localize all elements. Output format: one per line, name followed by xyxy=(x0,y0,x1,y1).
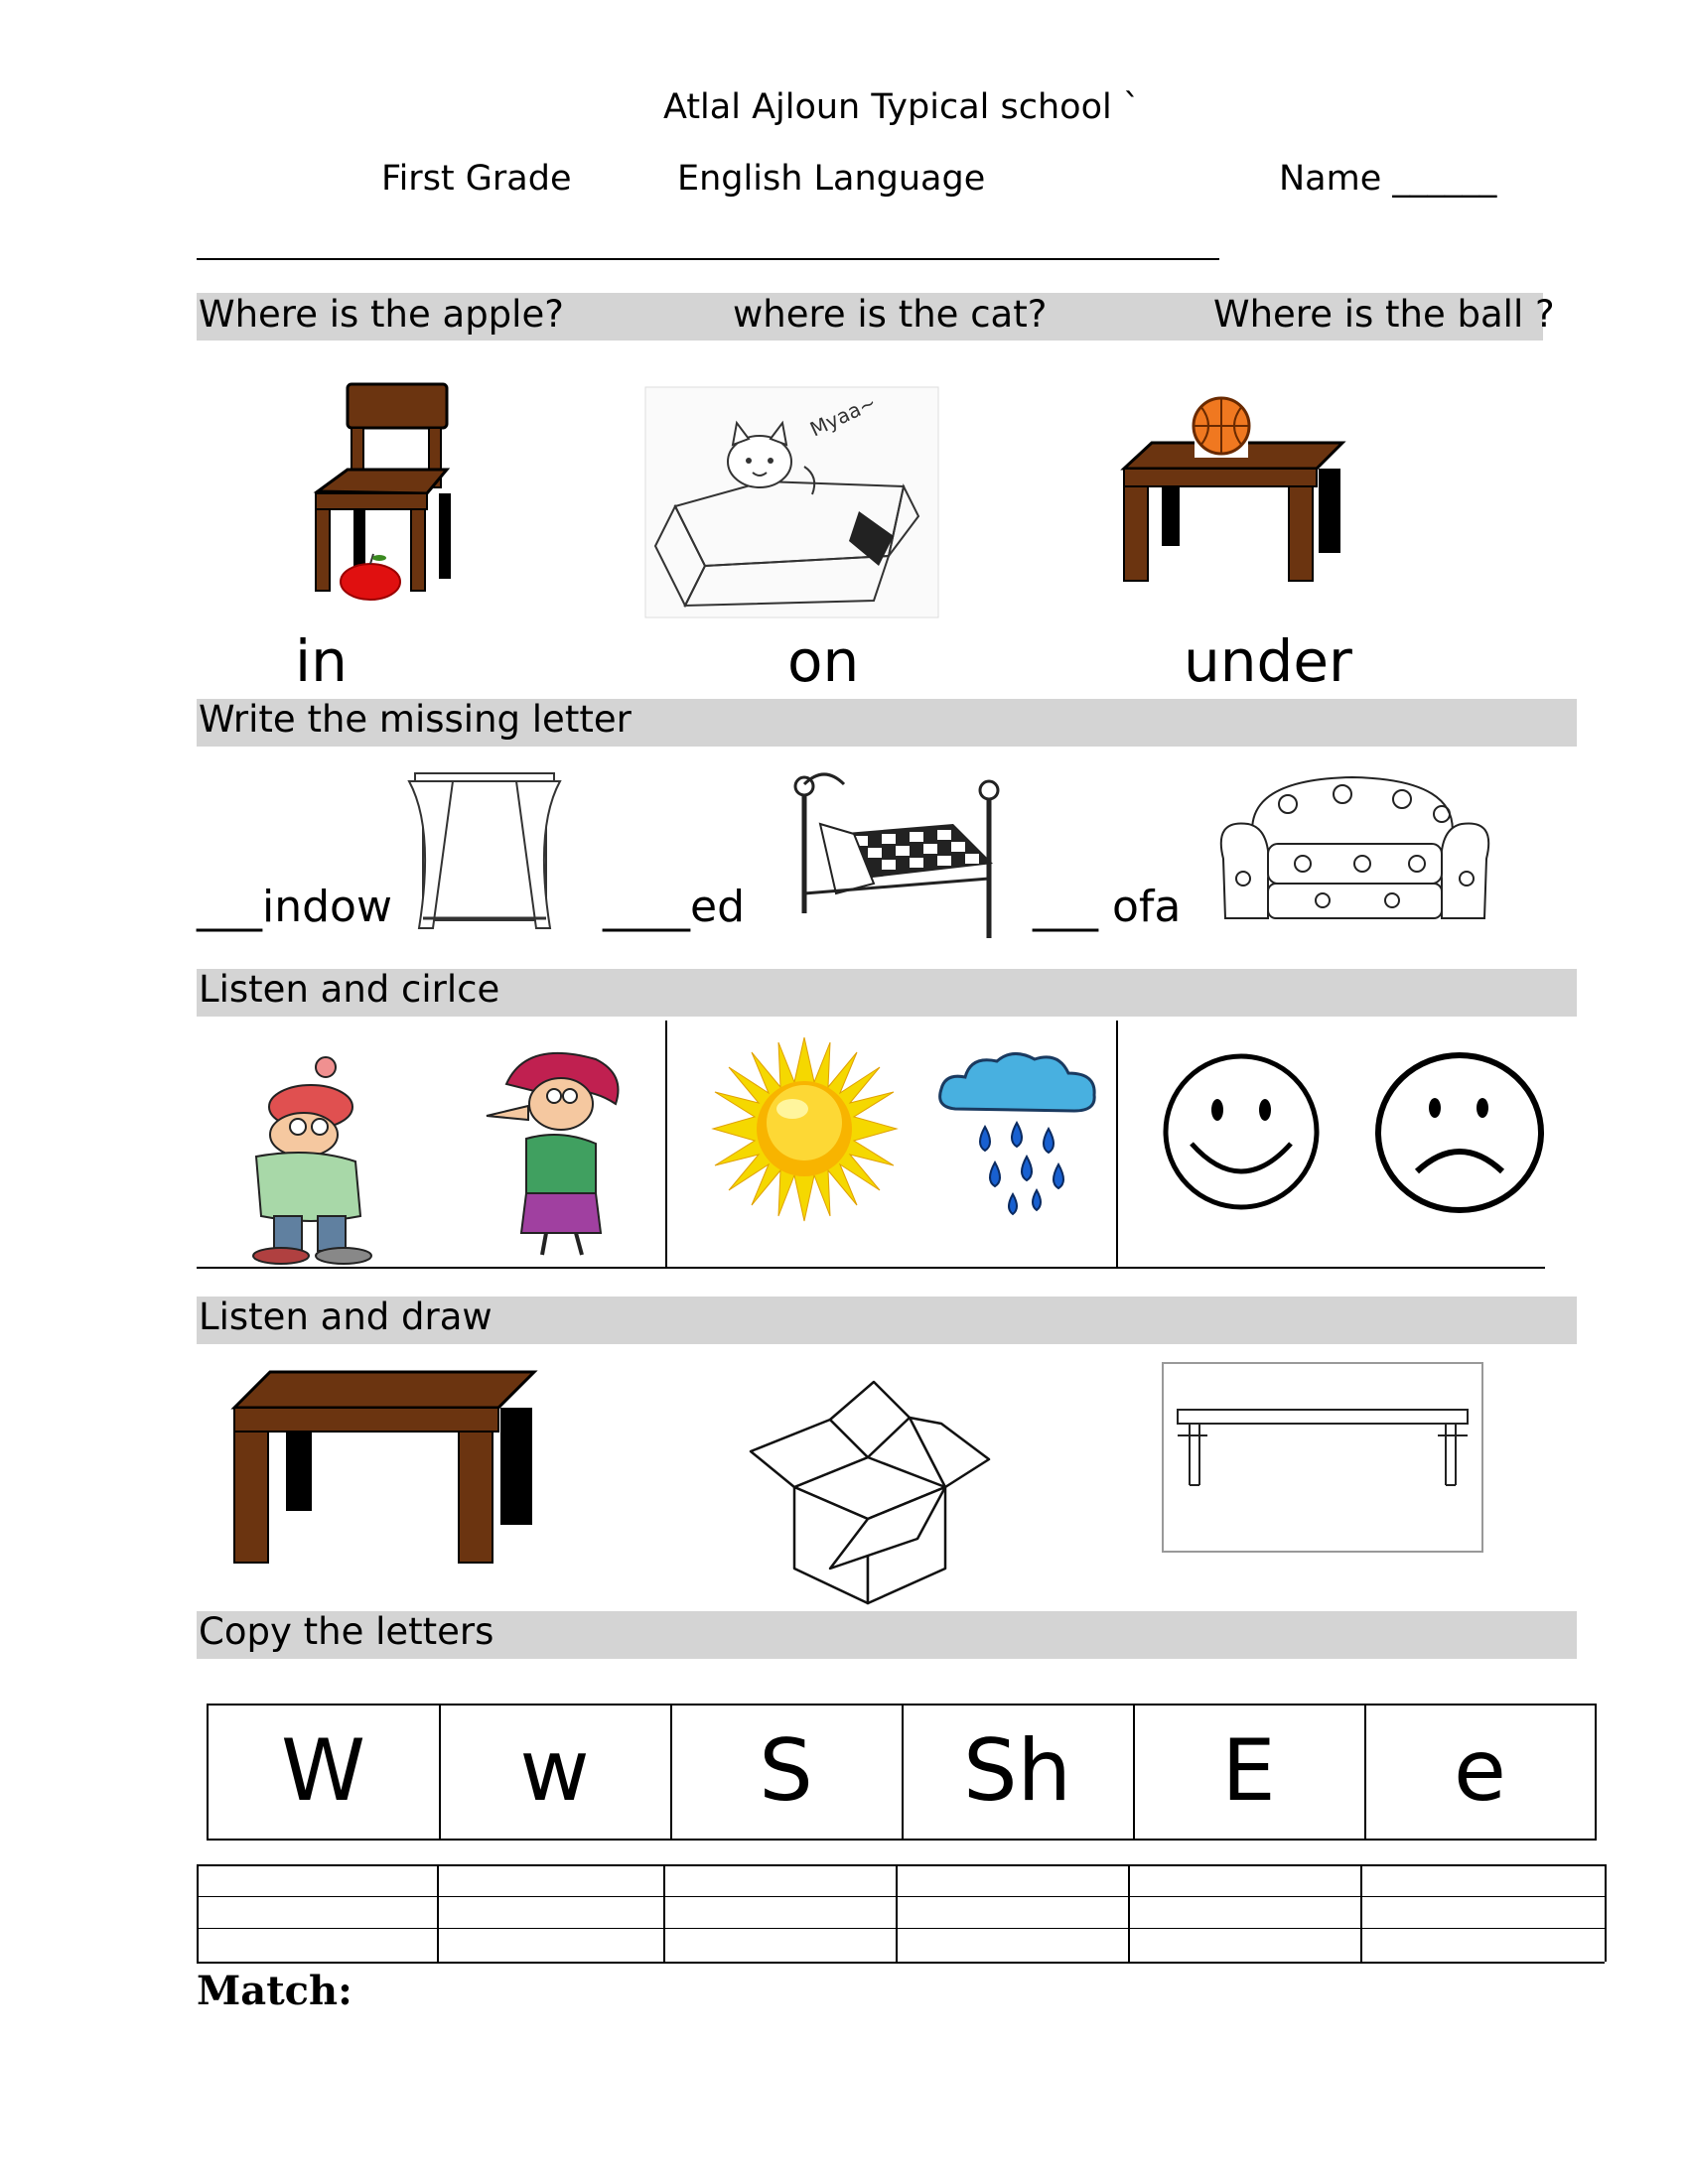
cat-in-box-icon xyxy=(645,387,938,617)
letter-S: S xyxy=(759,1721,813,1821)
grade-label: First Grade xyxy=(381,159,572,199)
writing-line xyxy=(197,1896,1605,1897)
cold-man-icon xyxy=(226,1057,395,1266)
name-label: Name ______ xyxy=(1279,159,1497,199)
missing-bed: ____ed xyxy=(603,882,745,932)
question-apple: Where is the apple? xyxy=(199,293,564,336)
letter-Sh: Sh xyxy=(962,1721,1072,1821)
question-cat: where is the cat? xyxy=(733,293,1048,336)
listen-draw-title: Listen and draw xyxy=(199,1296,492,1338)
bed-icon xyxy=(794,764,1003,938)
school-title: Atlal Ajloun Typical school ` xyxy=(663,87,1141,127)
sun-icon xyxy=(713,1037,897,1221)
question-ball: Where is the ball ? xyxy=(1213,293,1555,336)
letter-w: w xyxy=(519,1721,590,1821)
missing-letter-title: Write the missing letter xyxy=(199,698,632,741)
sad-face-icon xyxy=(1375,1052,1544,1213)
basketball-icon xyxy=(1187,392,1256,462)
window-icon xyxy=(405,769,564,933)
writing-line xyxy=(197,1962,1605,1964)
match-title: Match: xyxy=(197,1968,352,2014)
subject-label: English Language xyxy=(677,159,986,199)
letter-E: E xyxy=(1221,1721,1276,1821)
writing-divider xyxy=(437,1864,439,1962)
bench-icon xyxy=(1162,1362,1484,1553)
table-icon-large xyxy=(230,1368,538,1567)
cat-caption: Myaa~ xyxy=(805,390,880,442)
apple-icon xyxy=(338,552,403,602)
letter-e: e xyxy=(1454,1721,1506,1821)
divider-2 xyxy=(1116,1021,1118,1267)
hot-woman-icon xyxy=(467,1044,645,1263)
word-under: under xyxy=(1184,627,1352,695)
happy-face-icon xyxy=(1162,1052,1321,1211)
writing-divider xyxy=(1128,1864,1130,1962)
letter-W: W xyxy=(280,1721,366,1821)
word-on: on xyxy=(787,627,860,695)
rain-cloud-icon xyxy=(935,1047,1099,1221)
missing-sofa: ___ ofa xyxy=(1033,882,1182,932)
writing-divider xyxy=(896,1864,898,1962)
word-in: in xyxy=(295,627,348,695)
open-box-icon xyxy=(747,1380,990,1603)
missing-window: ___indow xyxy=(197,882,392,932)
writing-line xyxy=(197,1864,1605,1866)
writing-grid xyxy=(197,1864,1607,1962)
divider-1 xyxy=(665,1021,667,1267)
header-rule xyxy=(197,258,1219,260)
sofa-icon xyxy=(1213,769,1496,928)
copy-letters-title: Copy the letters xyxy=(199,1610,494,1653)
writing-divider xyxy=(663,1864,665,1962)
writing-divider xyxy=(1360,1864,1362,1962)
circle-baseline xyxy=(197,1267,1545,1269)
writing-line xyxy=(197,1928,1605,1929)
listen-circle-title: Listen and cirlce xyxy=(199,968,500,1011)
